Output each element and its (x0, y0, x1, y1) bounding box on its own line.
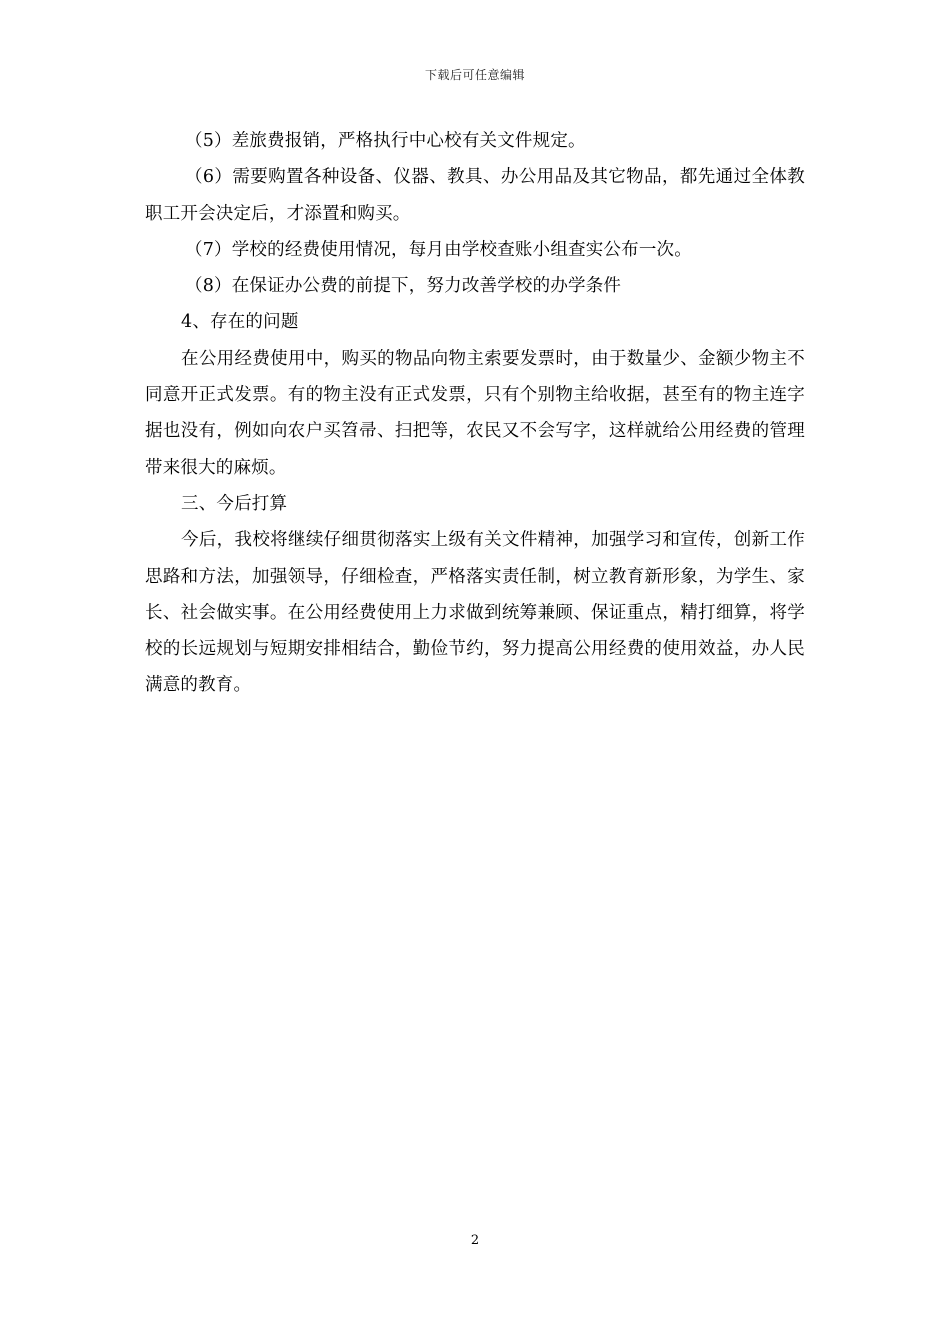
section-heading-problems: 4、存在的问题 (181, 312, 299, 333)
future-plans-paragraph: 今后，我校将继续仔细贯彻落实上级有关文件精神，加强学习和宣传，创新工作思路和方法，加强领导，仔细检查，严格落实责任制，树立教育新形象，为学生、家长、社会做实事。在公用经费使用上力求做到统筹兼顾、保证重点，精打细算，将学校的长远规划与短期安排相结合，勤俭节约，努力提高公用经费的使用效益，办人民满意的教育。 (145, 530, 805, 696)
document-body (145, 123, 805, 704)
section-heading-future-plans: 三、今后打算 (181, 493, 288, 514)
item-5-travel-reimbursement: （5）差旅费报销，严格执行中心校有关文件规定。 (185, 131, 586, 151)
page-header: 下载后可任意编辑 (424, 68, 525, 82)
page-number: 2 (470, 1233, 480, 1248)
problems-paragraph: 在公用经费使用中，购买的物品向物主索要发票时，由于数量少、金额少物主不同意开正式发票。有的物主没有正式发票，只有个别物主给收据，甚至有的物主连字据也没有，例如向农户买笤帚、扫把等，农民又不会写字，这样就给公用经费的管理带来很大的麻烦。 (145, 348, 805, 478)
item-6-purchasing: （6）需要购置各种设备、仪器、教具、办公用品及其它物品，都先通过全体教职工开会决定后，才添置和购买。 (145, 167, 805, 224)
item-8-improve-conditions: （8）在保证办公费的前提下，努力改善学校的办学条件 (185, 276, 622, 297)
item-7-monthly-disclosure: （7）学校的经费使用情况，每月由学校查账小组查实公布一次。 (185, 239, 692, 260)
